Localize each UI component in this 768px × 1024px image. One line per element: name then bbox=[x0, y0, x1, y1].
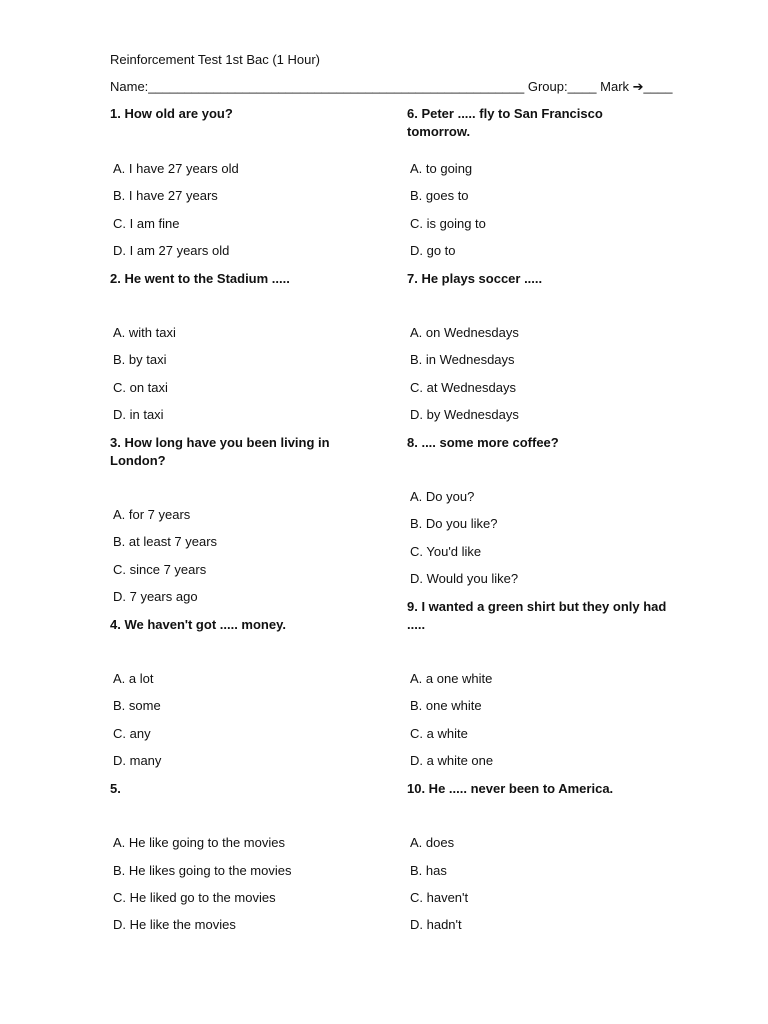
q7-option-b[interactable]: B. in Wednesdays bbox=[410, 352, 515, 367]
page-title: Reinforcement Test 1st Bac (1 Hour) bbox=[110, 52, 321, 67]
q6-option-b[interactable]: B. goes to bbox=[410, 188, 469, 203]
question-9: 9. I wanted a green shirt but they only had ..... bbox=[407, 599, 667, 632]
q7-option-d[interactable]: D. by Wednesdays bbox=[410, 407, 519, 422]
name-group-mark-line: Name:____________________________________________________ Group:____ Mark ➔____ bbox=[110, 79, 673, 94]
q5-option-a[interactable]: A. He like going to the movies bbox=[113, 835, 285, 850]
q3-option-a[interactable]: A. for 7 years bbox=[113, 507, 191, 522]
q5-option-c[interactable]: C. He liked go to the movies bbox=[113, 890, 276, 905]
q4-option-a[interactable]: A. a lot bbox=[113, 671, 154, 686]
q8-option-d[interactable]: D. Would you like? bbox=[410, 571, 519, 586]
question-5: 5. bbox=[110, 781, 121, 796]
q1-option-d[interactable]: D. I am 27 years old bbox=[113, 243, 230, 258]
q1-option-c[interactable]: C. I am fine bbox=[113, 216, 180, 231]
question-7: 7. He plays soccer ..... bbox=[407, 271, 543, 286]
question-10: 10. He ..... never been to America. bbox=[407, 781, 614, 796]
q2-option-c[interactable]: C. on taxi bbox=[113, 380, 168, 395]
q4-option-d[interactable]: D. many bbox=[113, 753, 162, 768]
question-2: 2. He went to the Stadium ..... bbox=[110, 271, 290, 286]
q8-option-b[interactable]: B. Do you like? bbox=[410, 516, 498, 531]
q6-option-d[interactable]: D. go to bbox=[410, 243, 456, 258]
q9-option-c[interactable]: C. a white bbox=[410, 726, 468, 741]
q6-option-a[interactable]: A. to going bbox=[410, 161, 473, 176]
q5-option-d[interactable]: D. He like the movies bbox=[113, 917, 236, 932]
q8-option-a[interactable]: A. Do you? bbox=[410, 489, 475, 504]
question-1: 1. How old are you? bbox=[110, 106, 233, 121]
question-4: 4. We haven't got ..... money. bbox=[110, 617, 286, 632]
q6-option-c[interactable]: C. is going to bbox=[410, 216, 486, 231]
q7-option-c[interactable]: C. at Wednesdays bbox=[410, 380, 516, 395]
q4-option-c[interactable]: C. any bbox=[113, 726, 151, 741]
q7-option-a[interactable]: A. on Wednesdays bbox=[410, 325, 519, 340]
q10-option-c[interactable]: C. haven't bbox=[410, 890, 469, 905]
q10-option-a[interactable]: A. does bbox=[410, 835, 455, 850]
q10-option-b[interactable]: B. has bbox=[410, 863, 447, 878]
q3-option-b[interactable]: B. at least 7 years bbox=[113, 534, 218, 549]
question-8: 8. .... some more coffee? bbox=[407, 435, 559, 450]
q9-option-b[interactable]: B. one white bbox=[410, 698, 482, 713]
q5-option-b[interactable]: B. He likes going to the movies bbox=[113, 863, 292, 878]
q1-option-a[interactable]: A. I have 27 years old bbox=[113, 161, 239, 176]
q9-option-a[interactable]: A. a one white bbox=[410, 671, 493, 686]
q8-option-c[interactable]: C. You'd like bbox=[410, 544, 482, 559]
q1-option-b[interactable]: B. I have 27 years bbox=[113, 188, 218, 203]
q3-option-d[interactable]: D. 7 years ago bbox=[113, 589, 198, 604]
q2-option-a[interactable]: A. with taxi bbox=[113, 325, 176, 340]
question-6: 6. Peter ..... fly to San Francisco tomorrow. bbox=[407, 106, 603, 139]
q9-option-d[interactable]: D. a white one bbox=[410, 753, 494, 768]
q3-option-c[interactable]: C. since 7 years bbox=[113, 562, 207, 577]
q4-option-b[interactable]: B. some bbox=[113, 698, 161, 713]
question-3: 3. How long have you been living in London? bbox=[110, 435, 330, 468]
q10-option-d[interactable]: D. hadn't bbox=[410, 917, 462, 932]
q2-option-b[interactable]: B. by taxi bbox=[113, 352, 167, 367]
q2-option-d[interactable]: D. in taxi bbox=[113, 407, 164, 422]
